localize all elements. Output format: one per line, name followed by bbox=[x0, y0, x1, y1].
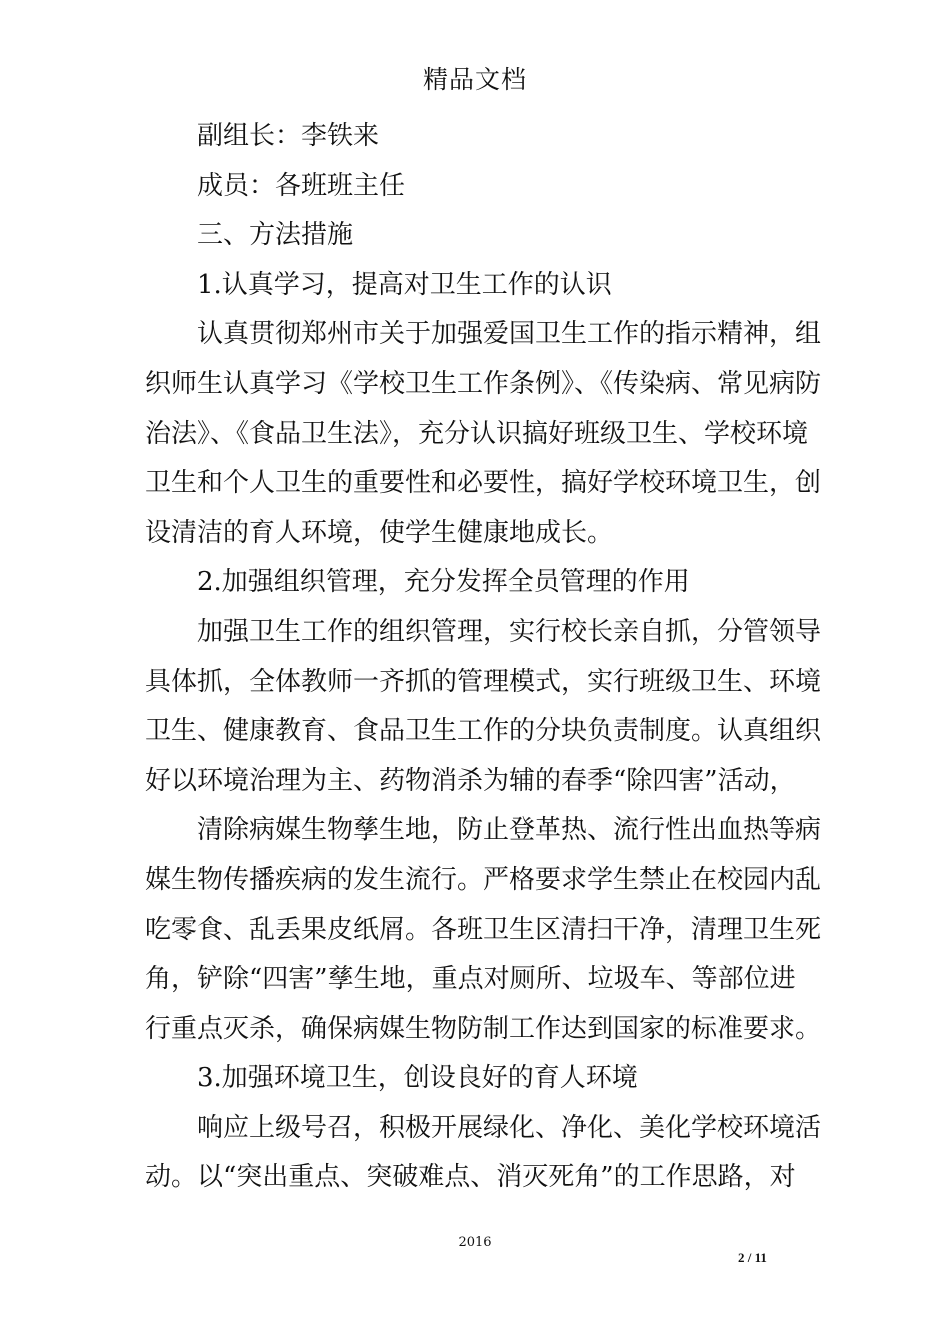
text-line-vice-leader: 副组长：李铁来 bbox=[197, 121, 380, 151]
text-line-members: 成员：各班班主任 bbox=[197, 170, 406, 201]
paragraph-2-line-3: 卫生、健康教育、食品卫生工作的分块负责制度。认真组织 bbox=[145, 716, 822, 747]
subheading-1: 1.认真学习，提高对卫生工作的认识 bbox=[197, 269, 612, 300]
paragraph-1-line-1: 认真贯彻郑州市关于加强爱国卫生工作的指示精神，组 bbox=[197, 319, 822, 350]
paragraph-3-line-4: 角，铲除“四害”孳生地，重点对厕所、垃圾车、等部位进 bbox=[145, 964, 796, 995]
section-heading-methods: 三、方法措施 bbox=[197, 220, 354, 251]
paragraph-1-line-2: 织师生认真学习《学校卫生工作条例》、《传染病、常见病防 bbox=[145, 368, 822, 399]
paragraph-3-line-1: 清除病媒生物孳生地，防止登革热、流行性出血热等病 bbox=[197, 815, 822, 846]
paragraph-1-line-3: 治法》、《食品卫生法》，充分认识搞好班级卫生、学校环境 bbox=[145, 418, 809, 449]
paragraph-2-line-2: 具体抓，全体教师一齐抓的管理模式，实行班级卫生、环境 bbox=[145, 666, 822, 697]
document-header: 精品文档 bbox=[422, 65, 527, 94]
paragraph-2-line-4: 好以环境治理为主、药物消杀为辅的春季“除四害”活动， bbox=[145, 765, 796, 796]
paragraph-1-line-5: 设清洁的育人环境，使学生健康地成长。 bbox=[145, 517, 614, 548]
paragraph-1-line-4: 卫生和个人卫生的重要性和必要性，搞好学校环境卫生，创 bbox=[145, 468, 822, 499]
page-number: 2 / 11 bbox=[738, 1250, 767, 1265]
subheading-3: 3.加强环境卫生，创设良好的育人环境 bbox=[197, 1063, 638, 1094]
paragraph-4-line-2: 动。以“突出重点、突破难点、消灭死角”的工作思路，对 bbox=[145, 1162, 796, 1193]
paragraph-2-line-1: 加强卫生工作的组织管理，实行校长亲自抓，分管领导 bbox=[197, 616, 822, 647]
paragraph-4-line-1: 响应上级号召，积极开展绿化、净化、美化学校环境活 bbox=[197, 1112, 822, 1143]
paragraph-3-line-5: 行重点灭杀，确保病媒生物防制工作达到国家的标准要求。 bbox=[145, 1013, 822, 1044]
paragraph-3-line-3: 吃零食、乱丢果皮纸屑。各班卫生区清扫干净，清理卫生死 bbox=[145, 914, 822, 945]
footer-year: 2016 bbox=[458, 1235, 492, 1250]
subheading-2: 2.加强组织管理，充分发挥全员管理的作用 bbox=[197, 567, 690, 598]
paragraph-3-line-2: 媒生物传播疾病的发生流行。严格要求学生禁止在校园内乱 bbox=[145, 864, 822, 895]
document-body bbox=[145, 112, 825, 1203]
